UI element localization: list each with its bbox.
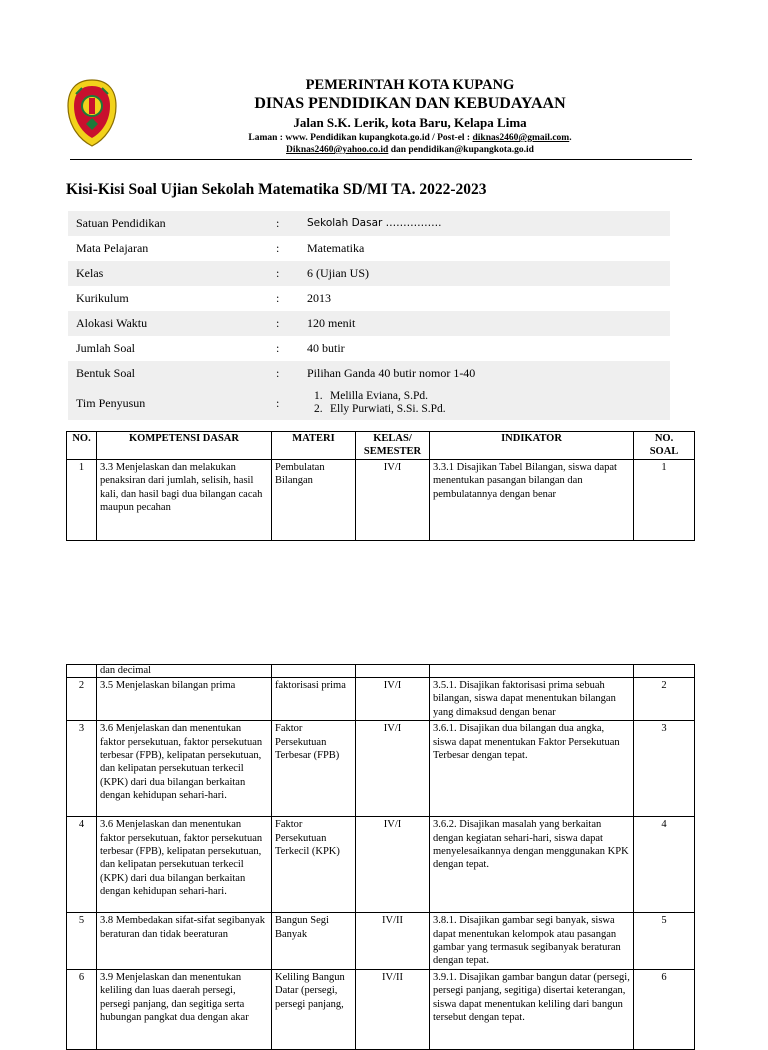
info-row: Kurikulum : 2013 (76, 291, 331, 305)
email-link-gmail[interactable]: diknas2460@gmail.com (472, 133, 570, 143)
header-government: PEMERINTAH KOTA KUPANG (305, 77, 515, 93)
info-row: Alokasi Waktu : 120 menit (68, 311, 670, 336)
team-list (314, 390, 446, 416)
info-block (68, 211, 670, 420)
info-row: Kelas : 6 (Ujian US) (68, 261, 670, 286)
column-header: KOMPETENSI DASAR (97, 432, 272, 460)
header-divider (70, 159, 692, 160)
info-row: Mata Pelajaran : Matematika (76, 241, 365, 255)
column-header: MATERI (272, 432, 356, 460)
list-item: 2. Elly Purwiati, S.Si. S.Pd. (314, 403, 446, 415)
table-row: 2 3.5 Menjelaskan bilangan prima faktorisasi prima IV/I 3.5.1. Disajikan faktorisasi prima sebuah bilangan, siswa dapat menentukan bilangan yang dimaksud dengan benar 2 (67, 678, 695, 721)
info-row: Bentuk Soal : Pilihan Ganda 40 butir nomor 1-40 (68, 361, 670, 386)
city-emblem-icon (66, 78, 118, 148)
column-header: NO. (67, 432, 97, 460)
header-contact-line-2: Diknas2460@yahoo.co.id dan pendidikan@kupangkota.go.id (286, 145, 534, 155)
column-header: NO. SOAL (634, 432, 695, 460)
table-row: 1 3.3 Menjelaskan dan melakukan penaksiran dari jumlah, selisih, hasil kali, dan hasil bagi dua bilangan cacah maupun pecahan Pembulatan Bilangan IV/I 3.3.1 Disajikan Tabel Bilangan, siswa dapat menentukan pasangan bilangan dan pembulatannya dengan benar 1 (67, 460, 695, 541)
table-header-row (67, 432, 695, 460)
table-row: 3 3.6 Menjelaskan dan menentukan faktor persekutuan, faktor persekutuan terbesar (FPB), kelipatan persekutuan, dan kelipatan persekutuan terkecil (KPK) dari dua bilangan berkaitan dengan kehidupan sehari-hari. Faktor Persekutuan Terbesar (FPB) IV/I 3.6.1. Disajikan dua bilangan dua angka, siswa dapat menentukan Faktor Persekutuan Terbesar dengan tepat. 3 (67, 721, 695, 817)
grid-table-page-2 (66, 664, 695, 1050)
list-item: 1. Melilla Eviana, S.Pd. (314, 390, 429, 402)
info-row: Tim Penyusun : 1. Melilla Eviana, S.Pd. 2. Elly Purwiati, S.Si. S.Pd. (68, 386, 670, 420)
column-header: KELAS/ SEMESTER (356, 432, 430, 460)
header-contact-line: Laman : www. Pendidikan kupangkota.go.id / Post-el : diknas2460@gmail.com. (248, 133, 572, 143)
letterhead (66, 72, 694, 162)
grid-table-page-1 (66, 431, 695, 541)
email-link-yahoo[interactable]: Diknas2460@yahoo.co.id (286, 145, 389, 155)
info-row: Jumlah Soal : 40 butir (76, 341, 345, 355)
table-row: 6 3.9 Menjelaskan dan menentukan keliling dan luas daerah persegi, persegi panjang, dan segitiga serta hubungan pangkat dua dengan akar Keliling Bangun Datar (persegi, persegi panjang, IV/II 3.9.1. Disajikan gambar bangun datar (persegi, persegi panjang, segitiga) disertai keterangan, siswa dapat menentukan keliling dari bangun tersebut dengan tepat. 6 (67, 969, 695, 1049)
table-row: 4 3.6 Menjelaskan dan menentukan faktor persekutuan, faktor persekutuan terbesar (FPB), kelipatan persekutuan, dan kelipatan persekutuan terkecil (KPK) dari dua bilangan berkaitan dengan kehidupan sehari-hari. Faktor Persekutuan Terkecil (KPK) IV/I 3.6.2. Disajikan masalah yang berkaitan dengan kegiatan sehari-hari, siswa dapat menyelesaikannya dengan menggunakan KPK dengan tepat. 4 (67, 817, 695, 913)
info-row: Satuan Pendidikan : Sekolah Dasar ……………. (68, 211, 670, 236)
header-department: DINAS PENDIDIKAN DAN KEBUDAYAAN (254, 95, 566, 112)
document-title: Kisi-Kisi Soal Ujian Sekolah Matematika SD/MI TA. 2022-2023 (66, 181, 487, 198)
table-row: 5 3.8 Membedakan sifat-sifat segibanyak beraturan dan tidak beeraturan Bangun Segi Banyak IV/II 3.8.1. Disajikan gambar segi banyak, siswa dapat menentukan kelompok atau pasangan gambar yang termasuk segibanyak beraturan dengan tepat. 5 (67, 913, 695, 970)
column-header: INDIKATOR (430, 432, 634, 460)
header-address: Jalan S.K. Lerik, kota Baru, Kelapa Lima (293, 115, 527, 130)
table-row: dan decimal (67, 665, 695, 678)
